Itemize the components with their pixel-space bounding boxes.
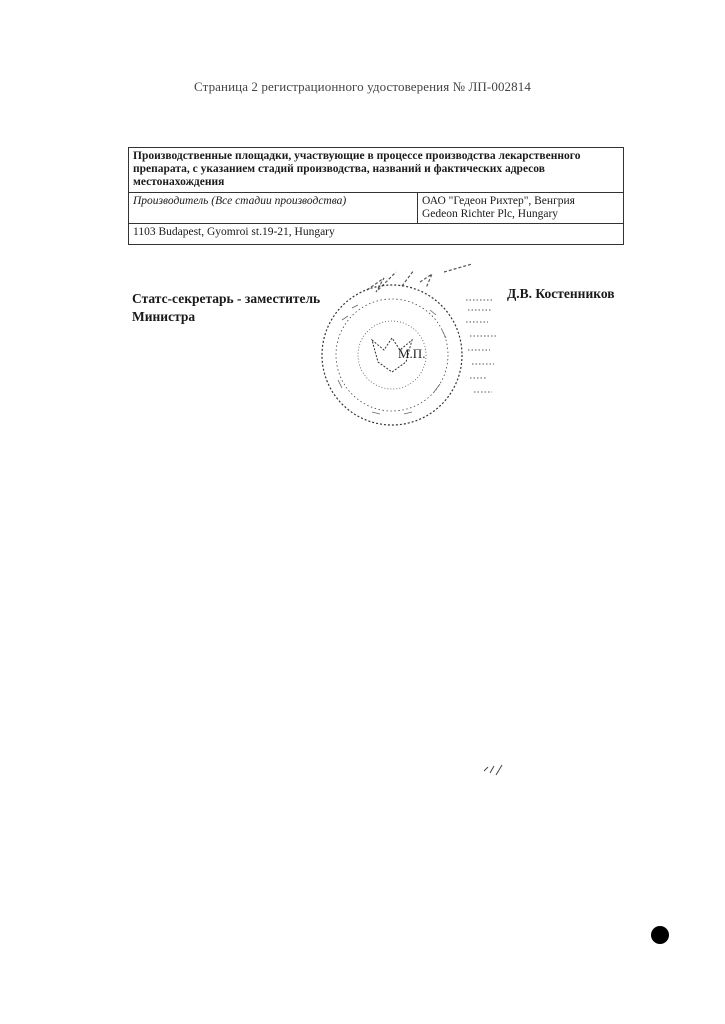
table-heading: Производственные площадки, участвующие в процессе производства лекарственного препарата, с указанием стадий производства, названий и фактических адресов местонахождения bbox=[129, 148, 624, 193]
signatory-name: Д.В. Костенников bbox=[507, 286, 615, 301]
producer-name-cell bbox=[418, 193, 624, 224]
signatory-position bbox=[132, 290, 320, 326]
producer-label: Производитель (Все стадии производства) bbox=[129, 193, 418, 224]
producer-name-en: Gedeon Richter Plc, Hungary bbox=[422, 208, 559, 220]
signatory-position-line1: Статс-секретарь - заместитель bbox=[132, 291, 321, 306]
black-dot-mark bbox=[651, 926, 669, 944]
producer-address: 1103 Budapest, Gyomroi st.19-21, Hungary bbox=[129, 224, 624, 245]
handwritten-mark bbox=[482, 763, 504, 777]
seal-center-text: М.П. bbox=[398, 346, 426, 361]
page-header: Страница 2 регистрационного удостоверения № ЛП-002814 bbox=[194, 79, 531, 94]
official-seal bbox=[312, 280, 472, 430]
stamp-speckle bbox=[462, 292, 502, 402]
producer-name-ru: ОАО "Гедеон Рихтер", Венгрия bbox=[422, 195, 575, 207]
production-sites-table bbox=[128, 147, 624, 245]
signatory-position-line2: Министра bbox=[132, 309, 196, 324]
